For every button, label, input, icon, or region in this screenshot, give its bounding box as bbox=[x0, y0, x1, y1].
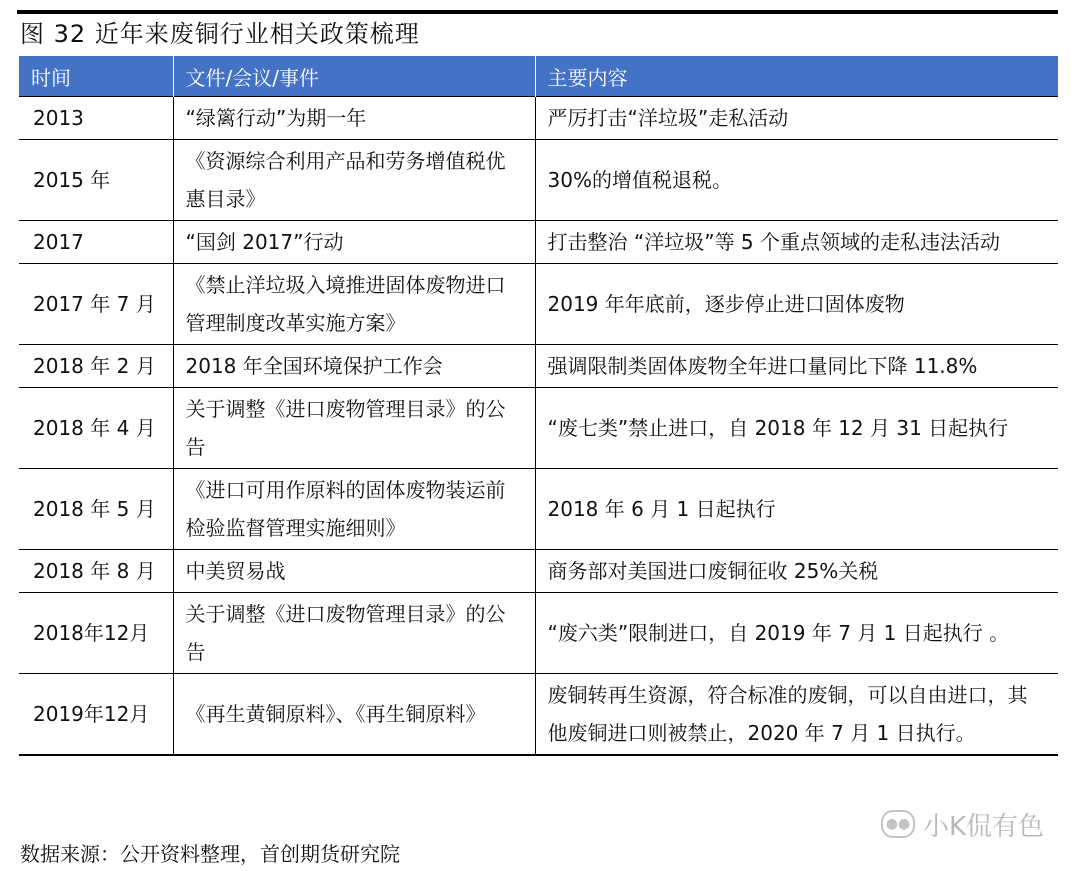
table-row bbox=[19, 550, 1058, 593]
top-rule bbox=[17, 10, 1058, 14]
cell-time: 2017 bbox=[19, 221, 173, 264]
table-row bbox=[19, 674, 1058, 756]
table-row bbox=[19, 221, 1058, 264]
figure-caption: 图 32 近年来废铜行业相关政策梳理 bbox=[20, 20, 420, 48]
cell-time: 2015 年 bbox=[19, 140, 173, 221]
table-row bbox=[19, 97, 1058, 140]
cell-document: 2018 年全国环境保护工作会 bbox=[173, 345, 535, 388]
cell-time: 2013 bbox=[19, 97, 173, 140]
cell-document: 中美贸易战 bbox=[173, 550, 535, 593]
cell-content: “废七类”禁止进口，自 2018 年 12 月 31 日起执行 bbox=[535, 388, 1058, 469]
table-row bbox=[19, 469, 1058, 550]
watermark-text: 小K侃有色 bbox=[922, 811, 1044, 842]
cell-document: “国剑 2017”行动 bbox=[173, 221, 535, 264]
table-row bbox=[19, 140, 1058, 221]
cell-content: 打击整治 “洋垃圾”等 5 个重点领域的走私违法活动 bbox=[535, 221, 1058, 264]
cell-content: 废铜转再生资源，符合标准的废铜，可以自由进口，其他废铜进口则被禁止，2020 年 7 月 1 日执行。 bbox=[535, 674, 1058, 756]
cell-time: 2018年12月 bbox=[19, 593, 173, 674]
cell-document: 《资源综合利用产品和劳务增值税优惠目录》 bbox=[173, 140, 535, 221]
wechat-icon: ●● bbox=[881, 810, 915, 838]
cell-document: “绿篱行动”为期一年 bbox=[173, 97, 535, 140]
data-source-note: 数据来源：公开资料整理，首创期货研究院 bbox=[20, 842, 400, 866]
cell-time: 2018 年 5 月 bbox=[19, 469, 173, 550]
cell-time: 2018 年 8 月 bbox=[19, 550, 173, 593]
header-content: 主要内容 bbox=[535, 56, 1058, 97]
cell-time: 2018 年 2 月 bbox=[19, 345, 173, 388]
table-header-row bbox=[19, 56, 1058, 97]
policy-table bbox=[19, 56, 1058, 756]
watermark bbox=[881, 806, 1044, 842]
header-document: 文件/会议/事件 bbox=[173, 56, 535, 97]
cell-document: 关于调整《进口废物管理目录》的公告 bbox=[173, 388, 535, 469]
cell-content: 2019 年年底前，逐步停止进口固体废物 bbox=[535, 264, 1058, 345]
cell-content: 严厉打击“洋垃圾”走私活动 bbox=[535, 97, 1058, 140]
cell-content: “废六类”限制进口，自 2019 年 7 月 1 日起执行 。 bbox=[535, 593, 1058, 674]
table-row bbox=[19, 593, 1058, 674]
cell-document: 《禁止洋垃圾入境推进固体废物进口管理制度改革实施方案》 bbox=[173, 264, 535, 345]
cell-time: 2019年12月 bbox=[19, 674, 173, 756]
cell-content: 2018 年 6 月 1 日起执行 bbox=[535, 469, 1058, 550]
table-row bbox=[19, 264, 1058, 345]
cell-document: 关于调整《进口废物管理目录》的公告 bbox=[173, 593, 535, 674]
cell-document: 《再生黄铜原料》、《再生铜原料》 bbox=[173, 674, 535, 756]
header-time: 时间 bbox=[19, 56, 173, 97]
table-row bbox=[19, 345, 1058, 388]
cell-content: 强调限制类固体废物全年进口量同比下降 11.8% bbox=[535, 345, 1058, 388]
table-row bbox=[19, 388, 1058, 469]
cell-time: 2018 年 4 月 bbox=[19, 388, 173, 469]
cell-content: 商务部对美国进口废铜征收 25%关税 bbox=[535, 550, 1058, 593]
cell-document: 《进口可用作原料的固体废物装运前检验监督管理实施细则》 bbox=[173, 469, 535, 550]
cell-content: 30%的增值税退税。 bbox=[535, 140, 1058, 221]
cell-time: 2017 年 7 月 bbox=[19, 264, 173, 345]
